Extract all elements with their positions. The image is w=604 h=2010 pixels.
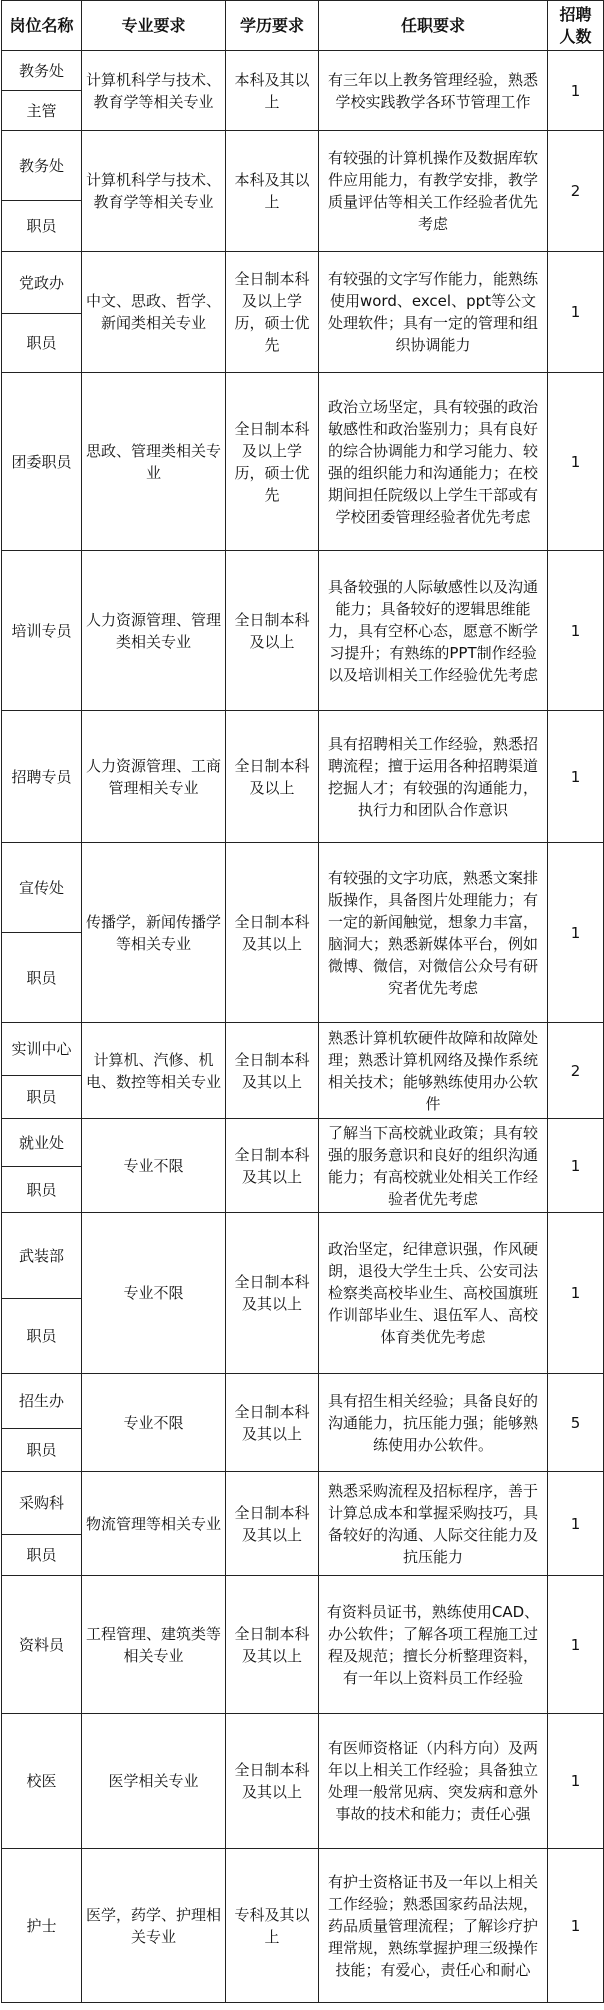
education-cell: 全日制本科及其以上 [226,1023,319,1119]
header-count: 招聘人数 [548,1,604,51]
dept-cell: 采购科 [2,1472,82,1535]
major-cell: 工程管理、建筑类等相关专业 [82,1576,226,1714]
education-cell: 全日制本科及其以上 [226,1714,319,1849]
requirements-cell: 有较强的计算机操作及数据库软件应用能力，有教学安排，教学质量评估等相关工作经验者优先考虑 [319,131,548,252]
table-row [2,1849,604,2003]
major-cell: 专业不限 [82,1119,226,1213]
count-cell: 1 [548,51,604,131]
dept-cell: 招聘专员 [2,711,82,843]
table-row [2,843,604,933]
education-cell: 全日制本科及以上学历，硕士优先 [226,373,319,551]
requirements-cell: 具有招聘相关工作经验，熟悉招聘流程；擅于运用各种招聘渠道挖掘人才；有较强的沟通能力，执行力和团队合作意识 [319,711,548,843]
table-row [2,711,604,843]
education-cell: 本科及其以上 [226,131,319,252]
major-cell: 医学相关专业 [82,1714,226,1849]
dept-cell: 护士 [2,1849,82,2003]
major-cell: 计算机科学与技术、教育学等相关专业 [82,131,226,252]
count-cell: 5 [548,1374,604,1472]
requirements-cell: 有医师资格证（内科方向）及两年以上相关工作经验；具备独立处理一般常见病、突发病和意外事故的技术和能力；责任心强 [319,1714,548,1849]
count-cell: 1 [548,843,604,1023]
count-cell: 1 [548,1576,604,1714]
dept-cell: 招生办 [2,1374,82,1429]
requirements-cell: 有护士资格证书及一年以上相关工作经验；熟悉国家药品法规，药品质量管理流程；了解诊疗护理常规，熟练掌握护理三级操作技能；有爱心，责任心和耐心 [319,1849,548,2003]
requirements-cell: 熟悉计算机软硬件故障和故障处理；熟悉计算机网络及操作系统相关技术；能够熟练使用办公软件 [319,1023,548,1119]
education-cell: 全日制本科及其以上 [226,843,319,1023]
table-row [2,551,604,711]
title-cell: 职员 [2,1429,82,1472]
header-education: 学历要求 [226,1,319,51]
requirements-cell: 了解当下高校就业政策；具有较强的服务意识和良好的组织沟通能力；有高校就业处相关工作经验者优先考虑 [319,1119,548,1213]
table-row [2,1714,604,1849]
header-major: 专业要求 [82,1,226,51]
education-cell: 全日制本科及以上学历，硕士优先 [226,252,319,373]
requirements-cell: 具备较强的人际敏感性以及沟通能力；具备较好的逻辑思维能力，具有空杯心态，愿意不断学习提升；有熟练的PPT制作经验以及培训相关工作经验优先考虑 [319,551,548,711]
count-cell: 1 [548,711,604,843]
table-row [2,131,604,201]
table-row [2,373,604,551]
education-cell: 本科及其以上 [226,51,319,131]
major-cell: 思政、管理类相关专业 [82,373,226,551]
requirements-cell: 政治立场坚定，具有较强的政治敏感性和政治鉴别力；具有良好的综合协调能力和学习能力、较强的组织能力和沟通能力；在校期间担任院级以上学生干部或有学校团委管理经验者优先考虑 [319,373,548,551]
major-cell: 专业不限 [82,1374,226,1472]
requirements-cell: 具有招生相关经验；具备良好的沟通能力，抗压能力强；能够熟练使用办公软件。 [319,1374,548,1472]
table-row [2,51,604,91]
table-row [2,1023,604,1076]
education-cell: 全日制本科及以上 [226,711,319,843]
count-cell: 1 [548,1714,604,1849]
education-cell: 全日制本科及其以上 [226,1576,319,1714]
count-cell: 1 [548,551,604,711]
table-row [2,1213,604,1299]
major-cell: 计算机、汽修、机电、数控等相关专业 [82,1023,226,1119]
count-cell: 1 [548,1119,604,1213]
major-cell: 物流管理等相关专业 [82,1472,226,1576]
dept-cell: 党政办 [2,252,82,314]
major-cell: 专业不限 [82,1213,226,1374]
requirements-cell: 有资料员证书，熟练使用CAD、办公软件；了解各项工程施工过程及规范；擅长分析整理资料，有一年以上资料员工作经验 [319,1576,548,1714]
dept-cell: 武装部 [2,1213,82,1299]
major-cell: 计算机科学与技术、教育学等相关专业 [82,51,226,131]
major-cell: 人力资源管理、工商管理相关专业 [82,711,226,843]
education-cell: 全日制本科及其以上 [226,1472,319,1576]
title-cell: 职员 [2,201,82,252]
dept-cell: 教务处 [2,131,82,201]
title-cell: 职员 [2,314,82,373]
count-cell: 1 [548,252,604,373]
education-cell: 专科及其以上 [226,1849,319,2003]
dept-cell: 校医 [2,1714,82,1849]
dept-cell: 资料员 [2,1576,82,1714]
dept-cell: 教务处 [2,51,82,91]
count-cell: 1 [548,373,604,551]
education-cell: 全日制本科及其以上 [226,1213,319,1374]
major-cell: 传播学，新闻传播学等相关专业 [82,843,226,1023]
title-cell: 主管 [2,91,82,131]
requirements-cell: 熟悉采购流程及招标程序，善于计算总成本和掌握采购技巧，具备较好的沟通、人际交往能力及抗压能力 [319,1472,548,1576]
count-cell: 1 [548,1472,604,1576]
major-cell: 医学，药学、护理相关专业 [82,1849,226,2003]
education-cell: 全日制本科及其以上 [226,1119,319,1213]
table-row [2,1576,604,1714]
title-cell: 职员 [2,1076,82,1119]
title-cell: 职员 [2,1167,82,1213]
count-cell: 2 [548,1023,604,1119]
recruitment-table [1,0,604,2003]
education-cell: 全日制本科及以上 [226,551,319,711]
count-cell: 2 [548,131,604,252]
count-cell: 1 [548,1213,604,1374]
title-cell: 职员 [2,933,82,1023]
education-cell: 全日制本科及其以上 [226,1374,319,1472]
title-cell: 职员 [2,1299,82,1374]
major-cell: 人力资源管理、管理类相关专业 [82,551,226,711]
table-row [2,1119,604,1167]
dept-cell: 宣传处 [2,843,82,933]
dept-cell: 就业处 [2,1119,82,1167]
header-requirements: 任职要求 [319,1,548,51]
major-cell: 中文、思政、哲学、新闻类相关专业 [82,252,226,373]
table-row [2,252,604,314]
dept-cell: 团委职员 [2,373,82,551]
requirements-cell: 政治坚定，纪律意识强，作风硬朗，退役大学生士兵、公安司法检察类高校毕业生、高校国旗班作训部毕业生、退伍军人、高校体育类优先考虑 [319,1213,548,1374]
dept-cell: 培训专员 [2,551,82,711]
requirements-cell: 有较强的文字写作能力，能熟练使用word、excel、ppt等公文处理软件；具有一定的管理和组织协调能力 [319,252,548,373]
table-row [2,1472,604,1535]
dept-cell: 实训中心 [2,1023,82,1076]
requirements-cell: 有三年以上教务管理经验，熟悉学校实践教学各环节管理工作 [319,51,548,131]
header-position: 岗位名称 [2,1,82,51]
requirements-cell: 有较强的文字功底，熟悉文案排版操作，具备图片处理能力；有一定的新闻触觉，想象力丰富，脑洞大；熟悉新媒体平台，例如微博、微信，对微信公众号有研究者优先考虑 [319,843,548,1023]
count-cell: 1 [548,1849,604,2003]
table-row [2,1374,604,1429]
title-cell: 职员 [2,1535,82,1576]
header-row [2,1,604,51]
